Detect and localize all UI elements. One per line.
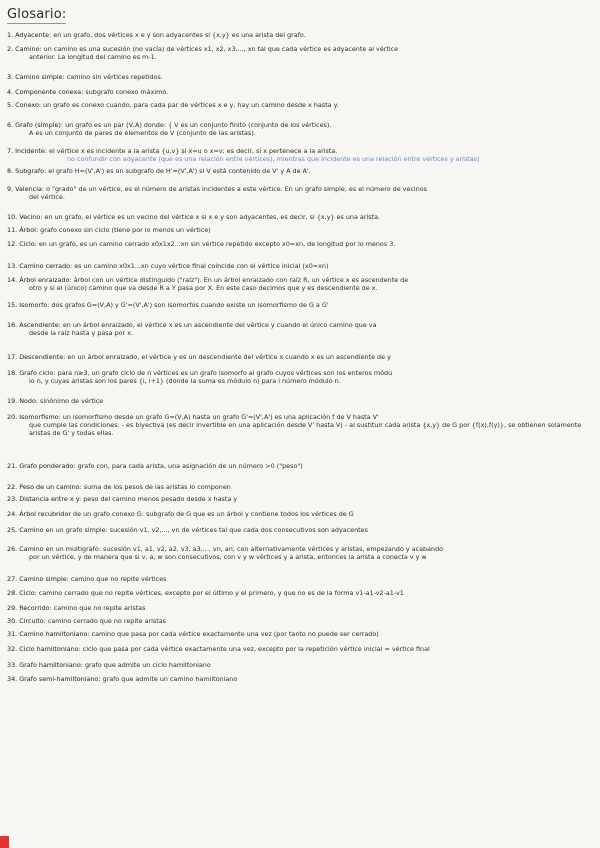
entry-definition: : árbol con un vértice distinguido ("raíz"). En un árbol enraizado con raíz R, un vértice x es ascendente de	[69, 276, 409, 284]
entry-term: Vecino	[19, 213, 41, 221]
entry-definition: : el grafo H=(V',A') es un subgrafo de H'=(V',A') si V está contenido de V' y A de A'.	[44, 167, 311, 175]
entry-definition: : en un grafo, dos vértices x e y son adyacentes si {x,y} es una arista del grafo.	[49, 31, 306, 39]
glossary-entry	[7, 101, 595, 109]
entry-term: Camino cerrado	[19, 262, 71, 270]
entry-term: Valencia	[15, 185, 42, 193]
glossary-entry	[7, 495, 595, 503]
glossary-entry	[7, 645, 595, 653]
entry-number: 31.	[7, 630, 20, 638]
entry-term: Isomorfismo	[19, 413, 59, 421]
entry-term: Isomorfo	[19, 301, 48, 309]
entry-term: Grafo (simple)	[15, 121, 61, 129]
glossary-entry	[7, 321, 595, 337]
entry-number: 12.	[7, 240, 20, 248]
entry-definition: : camino que pasa por cada vértice exactamente una vez (por tanto no puede ser cerrado)	[87, 630, 379, 638]
entry-term: Árbol enraizado	[19, 276, 70, 284]
entry-term: Ciclo	[19, 589, 35, 597]
entry-term: Ciclo hamiltoniano	[19, 645, 79, 653]
entry-definition: : ciclo que pasa por cada vértice exactamente una vez, excepto por la repetición vértice inicial = vértice final	[78, 645, 430, 653]
entry-number: 24.	[7, 510, 20, 518]
entry-number: 11.	[7, 226, 20, 234]
glossary-entry	[7, 617, 595, 625]
entry-number: 15.	[7, 301, 20, 309]
glossary-entry	[7, 121, 595, 137]
entry-number: 19.	[7, 397, 20, 405]
entry-term: Adyacente	[15, 31, 50, 39]
entry-definition: : grafo que admite un ciclo hamiltoniano	[80, 661, 211, 669]
entry-term: Distancia entre x y	[19, 495, 80, 503]
entry-definition: : camino que no repite vértices	[66, 575, 167, 583]
entry-definition: : suma de los pesos de las aristas lo componen	[79, 483, 231, 491]
entry-definition: : el vértice x es incidente a la arista {u,v} si x=u o x=v; es decir, si x pertenece a la arista.	[44, 147, 338, 155]
glossary-entry	[7, 413, 595, 437]
entry-number: 34.	[7, 675, 20, 683]
glossary-entry	[7, 167, 595, 175]
entry-term: Camino simple	[19, 575, 67, 583]
entry-term: Grafo hamiltoniano	[19, 661, 81, 669]
entry-definition-continued: desde la raíz hasta y pasa por x.	[29, 329, 134, 337]
entry-definition: : sinónimo de vértice	[35, 397, 104, 405]
entry-number: 8.	[7, 167, 16, 175]
glossary-entry	[7, 397, 595, 405]
entry-term: Descendiente	[19, 353, 64, 361]
entry-term: Subgrafo	[15, 167, 45, 175]
entry-term: Componente conexa	[15, 88, 82, 96]
entry-term: Conexo	[15, 101, 39, 109]
entry-definition: : peso del camino menos pesado desde x hasta y	[79, 495, 238, 503]
page-title: Glosario:	[7, 7, 67, 22]
entry-number: 2.	[7, 45, 16, 53]
entry-number: 28.	[7, 589, 20, 597]
entry-number: 7.	[7, 147, 16, 155]
entry-definition: : camino que no repite aristas	[49, 604, 146, 612]
glossary-entry	[7, 73, 595, 81]
entry-definition-continued: lo n, y cuyas aristas son los pares {i, i+1} (donde la suma es módulo n) para i número módulo n.	[29, 377, 341, 385]
entry-definition: ciclo: para n≥3, un grafo ciclo de n vértices es un grafo isomorfo al grafo cuyos vértices son los enteros módu	[36, 369, 393, 377]
entry-term: Incidente	[15, 147, 45, 155]
entry-term: Ciclo	[19, 240, 35, 248]
entry-term: Grafo	[19, 369, 37, 377]
entry-definition-continued: que cumple las condiciones: - es biyectiva (es decir invertible en una aplicación desde V' hasta V) - al sustituir cada arista {x,y} de G por {f(x),f(y)}, se obtienen solamente aristas de G' y todas ellas.	[29, 421, 582, 437]
entry-definition-continued: por un vértice, y de manera que si v, a, w son consecutivos, con v y w vértices y a arista, entonces la arista a conecta v y w	[29, 553, 427, 561]
glossary-entry	[7, 526, 595, 534]
entry-number: 32.	[7, 645, 20, 653]
entry-number: 1.	[7, 31, 16, 39]
entry-term: Camino simple	[15, 73, 63, 81]
entry-number: 23.	[7, 495, 20, 503]
entry-definition: : en un árbol enraizado, el vértice x es un ascendiente del vértice y cuando el único camino que va	[58, 321, 377, 329]
entry-number: 14.	[7, 276, 20, 284]
entry-definition: : camino sin vértices repetidos.	[62, 73, 163, 81]
entry-number: 22.	[7, 483, 20, 491]
entry-number: 5.	[7, 101, 16, 109]
entry-definition: : camino cerrado que no repite vértices, excepto por el último y el primero, y que no es de la forma v1-a1-v2-a1-v1	[34, 589, 404, 597]
entry-definition: : un grafo es conexo cuando, para cada par de vértices x e y, hay un camino desde x hasta y.	[38, 101, 339, 109]
glossary-entry	[7, 675, 595, 683]
glossary-entry	[7, 369, 595, 385]
glossary-entry	[7, 661, 595, 669]
entry-definition: : un grafo es un par (V,A) donde: { V es un conjunto finito (conjunto de los vértices).	[60, 121, 332, 129]
entry-number: 33.	[7, 661, 20, 669]
glossary-entry	[7, 589, 595, 597]
entry-term: Nodo	[19, 397, 36, 405]
glossary-entry	[7, 483, 595, 491]
glossary-entry	[7, 301, 595, 309]
entry-definition: : en un grafo, es un camino cerrado x0x1x2...xn sin vértice repetido excepto x0=xn, de longitud por lo menos 3.	[34, 240, 396, 248]
entry-number: 27.	[7, 575, 20, 583]
entry-number: 13.	[7, 262, 20, 270]
entry-definition-continued: A es un conjunto de pares de elementos de V (conjunto de las aristas).	[29, 129, 256, 137]
page-marker	[0, 836, 9, 848]
entry-term: Camino hamiltoniano	[19, 630, 88, 638]
entry-term: Árbol recubridor	[19, 510, 72, 518]
entry-term: Árbol	[19, 226, 36, 234]
glossary-entry	[7, 630, 595, 638]
glossary-entry	[7, 462, 595, 470]
glossary-entry	[7, 276, 595, 292]
entry-term: Ascendiente	[19, 321, 59, 329]
entry-number: 30.	[7, 617, 20, 625]
entry-number: 3.	[7, 73, 16, 81]
glossary-entry	[7, 545, 595, 561]
glossary-entry	[7, 31, 595, 39]
glossary-entry	[7, 185, 595, 201]
entry-term: Camino	[19, 545, 44, 553]
entry-term: Circuito	[19, 617, 44, 625]
entry-definition: : en un grafo, el vértice es un vecino del vértice x si x e y son adyacentes, es decir, si {x,y} es una arista.	[40, 213, 381, 221]
entry-number: 18.	[7, 369, 20, 377]
entry-number: 25.	[7, 526, 20, 534]
entry-definition: de un grafo conexo G: subgrafo de G que es un árbol y contiene todos los vértices de G	[71, 510, 354, 518]
glossary-entry	[7, 88, 595, 96]
entry-number: 4.	[7, 88, 16, 96]
entry-term: Peso de un camino	[19, 483, 80, 491]
glossary-entry	[7, 510, 595, 518]
entry-number: 6.	[7, 121, 16, 129]
glossary-entry	[7, 45, 595, 61]
entry-definition: : un isomorfismo desde un grafo G=(V,A) hasta un grafo G'=(V',A') es una aplicación f de V hasta V'	[58, 413, 379, 421]
entry-number: 29.	[7, 604, 20, 612]
entry-definition: : en un árbol enraizado, el vértice y es un descendiente del vértice x cuando x es un ascendiente de y	[63, 353, 391, 361]
entry-number: 17.	[7, 353, 20, 361]
glossary-entry	[7, 226, 595, 234]
entry-definition: : camino cerrado que no repite aristas	[43, 617, 166, 625]
entry-definition-continued: otro y si el (único) camino que va desde R a Y pasa por X. En este caso decimos que y es descendiente de x.	[29, 284, 378, 292]
entry-term: Grafo ponderado	[19, 462, 74, 470]
entry-definition: : subgrafo conexo máximo.	[81, 88, 169, 96]
entry-number: 9.	[7, 185, 16, 193]
entry-definition: : grafo que admite un camino hamiltoniano	[98, 675, 238, 683]
entry-number: 16.	[7, 321, 20, 329]
entry-definition: : grafo conexo sin ciclo (tiene por lo menos un vértice)	[35, 226, 211, 234]
entry-term: Grafo semi-hamiltoniano	[19, 675, 99, 683]
entry-definition: en un multigrafo: sucesión v1, a1, v2, a2, v3, a3,..., vn, an; con alternativamente vértices y aristas, empezando y acabando	[43, 545, 444, 553]
entry-definition: en un grafo simple: sucesión v1, v2,..., vn de vértices tal que cada dos consecutivos son adyacentes	[43, 526, 368, 534]
entry-term: Recorrido	[19, 604, 50, 612]
glossary-entry	[7, 147, 595, 163]
entry-definition: : dos grafos G=(V,A) y G'=(V',A') son isomorfos cuando existe un isomorfismo de G a G'	[47, 301, 329, 309]
entry-number: 26.	[7, 545, 20, 553]
entry-note: no confundir con adyacente (que es una relación entre vértices), mientras que incidente es una relación entre vértices y aristas)	[67, 155, 480, 163]
entry-definition-continued: anterior. La longitud del camino es m-1.	[29, 53, 157, 61]
entry-number: 20.	[7, 413, 20, 421]
entry-definition: : es un camino x0x1...xn cuyo vértice final coincide con el vértice inicial (x0=xn)	[70, 262, 329, 270]
entry-definition: : o "grado" de un vértice, es el número de aristas incidentes a este vértice. En un grafo simple, es el número de vecinos	[41, 185, 427, 193]
entry-definition: : un camino es una sucesión (no vacía) de vértices x1, x2, x3,..., xn tal que cada vértice es adyacente al vértice	[39, 45, 399, 53]
entry-definition-continued: del vértice.	[29, 193, 65, 201]
entry-term: Camino	[19, 526, 44, 534]
glossary-entry	[7, 575, 595, 583]
entry-number: 10.	[7, 213, 20, 221]
glossary-entry	[7, 353, 595, 361]
glossary-entry	[7, 604, 595, 612]
glossary-entry	[7, 240, 595, 248]
glossary-entry	[7, 262, 595, 270]
entry-term: Camino	[15, 45, 40, 53]
entry-number: 21.	[7, 462, 20, 470]
glossary-entry	[7, 213, 595, 221]
entry-definition: : grafo con, para cada arista, una asignación de un número >0 ("peso")	[73, 462, 303, 470]
